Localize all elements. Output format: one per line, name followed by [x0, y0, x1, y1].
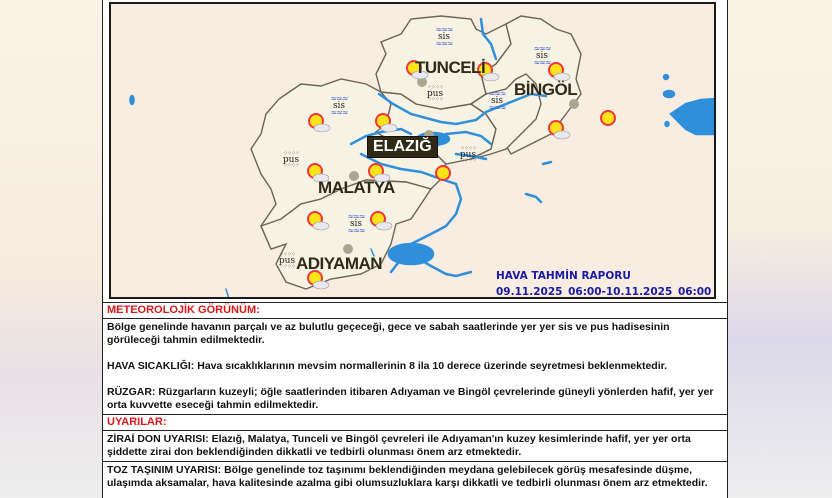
dust-text: Bölge genelinde toz taşınımı beklendiğinden meydana gelebilecek görüş mesafesinde düşme, ulaşımda aksamalar, hava kalitesinde azalma gibi olumsuzluklara karşı dikkatli ve tedbirli olunması önem arz etmektedir.	[107, 464, 708, 489]
haze-icon: ⁘⁘⁘⁘ pus ⁘⁘⁘⁘	[424, 84, 446, 104]
fog-icon: ≈≈≈ sis ≈≈≈	[531, 46, 553, 66]
report-period: 09.11.2025 06:00-10.11.2025 06:00	[496, 286, 712, 298]
forecast-text	[103, 302, 727, 492]
outlook-section	[103, 318, 727, 414]
background-right	[728, 0, 832, 498]
wind-text: Rüzgarların kuzeyli; öğle saatlerinden itibaren Adıyaman ve Bingöl çevrelerinde güneyli yönlerden hafif, yer yer orta kuvvette eseceği tahmin edilmektedir.	[107, 386, 714, 411]
outlook-heading: METEOROLOJİK GÖRÜNÜM:	[103, 302, 727, 318]
dust-warning	[103, 461, 727, 492]
fog-icon: ≈≈≈ sis ≈≈≈	[328, 96, 350, 116]
frost-label: ZİRAİ DON UYARISI:	[107, 433, 209, 445]
frost-text: Elazığ, Malatya, Tunceli ve Bingöl çevreleri ile Adıyaman'ın kuzey kesimlerinde hafif, yer yer orta şiddette zirai don beklendiğinden dikkatli ve tedbirli olunması önem arz etmektedir.	[107, 433, 691, 458]
forecast-map	[109, 2, 716, 299]
city-label-tunceli: TUNCELİ	[415, 58, 486, 77]
outlook-text: Bölge genelinde havanın parçalı ve az bulutlu geçeceği, gece ve sabah saatlerinde yer yer sis ve pus hadisesinin görüleceği tahmin edilmektedir.	[107, 321, 670, 346]
frost-warning	[103, 430, 727, 461]
temperature-label: HAVA SICAKLIĞI:	[107, 360, 195, 372]
city-label-bingol: BİNGÖL	[514, 80, 578, 99]
fog-icon: ≈≈≈ sis ≈≈≈	[486, 91, 508, 111]
report-title: HAVA TAHMİN RAPORU	[496, 270, 631, 282]
city-label-adiyaman: ADIYAMAN	[296, 254, 383, 273]
fog-icon: ≈≈≈ sis ≈≈≈	[345, 214, 367, 234]
warnings-heading: UYARILAR:	[103, 414, 727, 430]
haze-icon: ⁘⁘⁘⁘ pus ⁘⁘⁘⁘	[457, 145, 479, 165]
city-label-elazig: ELAZIĞ	[367, 136, 438, 158]
dust-label: TOZ TAŞINIM UYARISI:	[107, 464, 222, 476]
wind-paragraph	[107, 386, 723, 412]
temperature-text: Hava sıcaklıklarının mevsim normallerinin 8 ila 10 derece üzerinde seyretmesi beklenmektedir.	[194, 360, 668, 372]
city-label-malatya: MALATYA	[318, 178, 395, 197]
temperature-paragraph	[107, 360, 723, 373]
background-left	[0, 0, 102, 498]
haze-icon: ⁘⁘⁘⁘ pus ⁘⁘⁘⁘	[280, 150, 302, 170]
wind-label: RÜZGAR:	[107, 386, 156, 398]
fog-icon: ≈≈≈ sis ≈≈≈	[433, 27, 455, 47]
weather-report-page	[102, 0, 728, 498]
haze-icon: ⁘⁘⁘⁘ pus ⁘⁘⁘⁘	[276, 251, 298, 271]
